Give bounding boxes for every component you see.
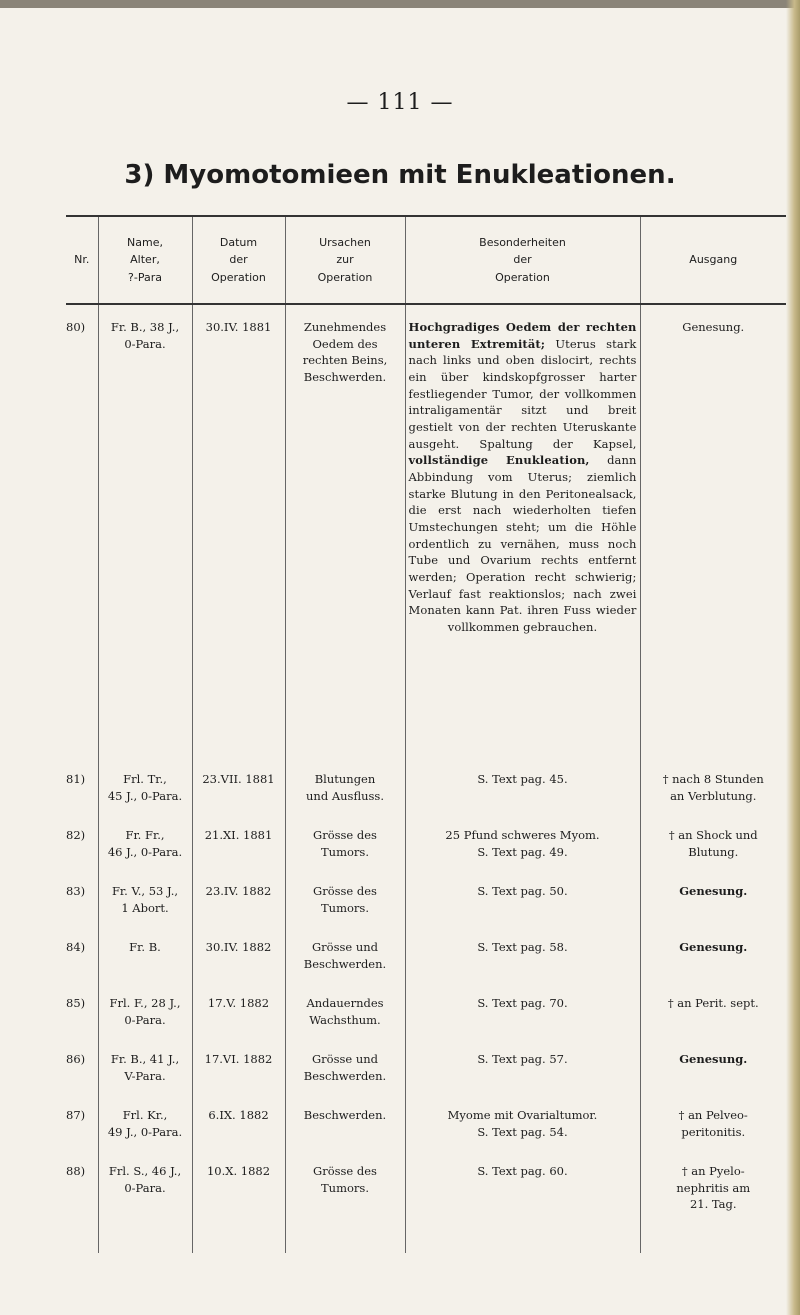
row-nr: 81) [66, 772, 86, 786]
row-ausgang: † an Perit. sept. [640, 993, 786, 1049]
row-besonderheiten: S. Text pag. 57. [405, 1049, 640, 1105]
row-besonderheiten: 25 Pfund schweres Myom. S. Text pag. 49. [405, 825, 640, 881]
row-ursachen: Grösse und Beschwerden. [285, 1049, 405, 1105]
row-ursachen: Zunehmendes Oedem des rechten Beins, Beschwerden. [285, 317, 405, 769]
row-name: Frl. Kr., 49 J., 0-Para. [98, 1105, 192, 1161]
operations-table [66, 215, 786, 1253]
page-top-edge [0, 0, 800, 8]
row-name: Frl. Tr., 45 J., 0-Para. [98, 769, 192, 825]
row-nr: 87) [66, 1108, 86, 1122]
row-besonderheiten: S. Text pag. 60. [405, 1161, 640, 1253]
row-name: Fr. B. [98, 937, 192, 993]
row-nr: 80) [66, 320, 86, 334]
row-besonderheiten: S. Text pag. 50. [405, 881, 640, 937]
row-ursachen: Beschwerden. [285, 1105, 405, 1161]
row-datum: 30.IV. 1882 [192, 937, 285, 993]
table-row [66, 1049, 786, 1105]
row-name: Fr. B., 38 J., 0-Para. [98, 317, 192, 769]
row-name: Fr. V., 53 J., 1 Abort. [98, 881, 192, 937]
table-header [66, 216, 786, 304]
header-nr: Nr. [74, 253, 90, 267]
table-row [66, 881, 786, 937]
table-row [66, 317, 786, 769]
header-besonderheiten: Besonderheiten der Operation [405, 216, 640, 304]
row-datum: 6.IX. 1882 [192, 1105, 285, 1161]
row-nr: 88) [66, 1164, 86, 1178]
row-name: Frl. S., 46 J., 0-Para. [98, 1161, 192, 1253]
row-name: Fr. Fr., 46 J., 0-Para. [98, 825, 192, 881]
row-ausgang: † nach 8 Stunden an Verblutung. [640, 769, 786, 825]
table-row [66, 769, 786, 825]
page-title: 3) Myomotomieen mit Enukleationen. [124, 160, 676, 190]
row-datum: 23.VII. 1881 [192, 769, 285, 825]
row-nr: 86) [66, 1052, 86, 1066]
row-name: Frl. F., 28 J., 0-Para. [98, 993, 192, 1049]
row-datum: 17.VI. 1882 [192, 1049, 285, 1105]
page-right-edge [786, 0, 800, 1315]
row-datum: 23.IV. 1882 [192, 881, 285, 937]
table-row [66, 1105, 786, 1161]
row-nr: 85) [66, 996, 86, 1010]
row-ursachen: Grösse des Tumors. [285, 825, 405, 881]
row-besonderheiten: S. Text pag. 70. [405, 993, 640, 1049]
row-ausgang: † an Pelveo- peritonitis. [640, 1105, 786, 1161]
row-datum: 21.XI. 1881 [192, 825, 285, 881]
table-row [66, 1161, 786, 1253]
row-nr: 83) [66, 884, 86, 898]
row-ursachen: Grösse des Tumors. [285, 1161, 405, 1253]
row-ursachen: Grösse des Tumors. [285, 881, 405, 937]
row-ursachen: Blutungen und Ausfluss. [285, 769, 405, 825]
row-ausgang: † an Pyelo- nephritis am 21. Tag. [640, 1161, 786, 1253]
row-datum: 30.IV. 1881 [192, 317, 285, 769]
row-datum: 17.V. 1882 [192, 993, 285, 1049]
table-row [66, 825, 786, 881]
row-besonderheiten: Myome mit Ovarialtumor. S. Text pag. 54. [405, 1105, 640, 1161]
row-ausgang: Genesung. [640, 881, 786, 937]
header-datum: Datum der Operation [192, 216, 285, 304]
row-besonderheiten: S. Text pag. 45. [405, 769, 640, 825]
row-datum: 10.X. 1882 [192, 1161, 285, 1253]
table-row [66, 937, 786, 993]
row-ausgang: Genesung. [640, 937, 786, 993]
row-ursachen: Grösse und Beschwerden. [285, 937, 405, 993]
header-ursachen: Ursachen zur Operation [285, 216, 405, 304]
row-ausgang: † an Shock und Blutung. [640, 825, 786, 881]
row-ursachen: Andauerndes Wachsthum. [285, 993, 405, 1049]
header-name: Name, Alter, ?-Para [98, 216, 192, 304]
header-ausgang: Ausgang [640, 216, 786, 304]
row-nr: 82) [66, 828, 86, 842]
row-besonderheiten: S. Text pag. 58. [405, 937, 640, 993]
page-number: — 111 — [346, 90, 454, 115]
row-ausgang: Genesung. [640, 317, 786, 769]
row-name: Fr. B., 41 J., V-Para. [98, 1049, 192, 1105]
row-besonderheiten: Hochgradiges Oedem der rechten unteren Extremität; Uterus stark nach links und oben dislocirt, rechts ein über kindskopfgrosser harter festliegender Tumor, der vollkommen intraligamentär sitzt und breit gestielt von der rechten Uteruskante ausgeht. Spaltung der Kapsel, vollständige Enukleation, dann Abbindung vom Uterus; ziemlich starke Blutung in den Peritonealsack, die erst nach wiederholten tiefen Umstechungen steht; um die Höhle ordentlich zu vernähen, muss noch Tube und Ovarium rechts entfernt werden; Operation recht schwierig; Verlauf fast reaktionslos; nach zwei Monaten kann Pat. ihren Fuss wieder vollkommen gebrauchen. [405, 317, 640, 769]
row-nr: 84) [66, 940, 86, 954]
row-ausgang: Genesung. [640, 1049, 786, 1105]
table-row [66, 993, 786, 1049]
